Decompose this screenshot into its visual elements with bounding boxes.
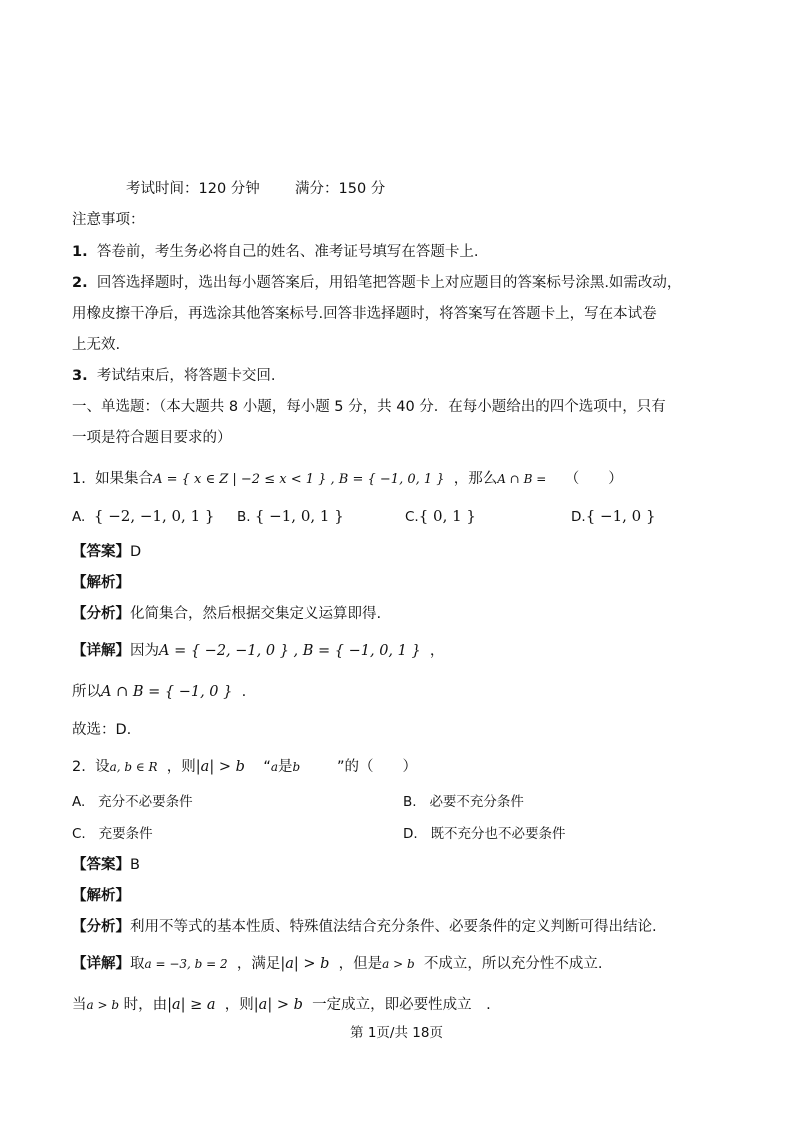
- option-value: 既不充分也不必要条件: [430, 826, 566, 842]
- notes-title: 注意事项：: [72, 212, 145, 228]
- note-3-number: 3.: [72, 368, 88, 384]
- note-2-line-2: 用橡皮擦干净后，再选涂其他答案标号.回答非选择题时，将答案写在答题卡上，写在本试卷: [72, 306, 657, 322]
- question-1-sets: A = { x ∈ Z | −2 ≤ x < 1 } , B = { −1, 0, 1 }: [153, 472, 445, 487]
- detail-math-3: a > b: [382, 957, 415, 971]
- note-1-number: 1.: [72, 244, 88, 260]
- answer-value: D: [130, 544, 142, 560]
- fenxi-text: 化简集合，然后根据交集定义运算即得.: [130, 606, 382, 622]
- option-value: { −1, 0 }: [585, 507, 656, 525]
- note-2-number: 2.: [72, 275, 88, 291]
- fenxi-tag: 【分析】: [72, 919, 130, 935]
- q1-option-a: [72, 506, 214, 527]
- necessity-text-4: 一定成立，即必要性成立 .: [312, 997, 491, 1013]
- detail-text-3: ，但是: [338, 956, 383, 972]
- page-number: 第 1页/共 18页: [350, 1025, 443, 1041]
- option-letter: B.: [403, 794, 417, 810]
- note-1-text: 答卷前，考生务必将自己的姓名、准考证号填写在答题卡上.: [96, 244, 479, 260]
- option-letter: C.: [405, 509, 419, 525]
- section-title: 一、单选题：（本大题共 8 小题，每小题 5 分，共 40 分．在每小题给出的四个选项中，只有: [72, 399, 666, 415]
- note-2-line-3: 上无效.: [72, 337, 121, 353]
- necessity-text-2: 时，由: [123, 997, 168, 1013]
- necessity-math-2: |a| ≥ a: [167, 997, 216, 1013]
- detail-math: A = { −2, −1, 0 } , B = { −1, 0, 1 }: [159, 643, 421, 659]
- q1-fenxi: [72, 604, 381, 624]
- detail-text: 因为: [130, 643, 159, 659]
- q2-option-a: [72, 792, 193, 812]
- question-2-stem: [72, 757, 417, 777]
- note-2-text: 回答选择题时，选出每小题答案后，用铅笔把答题卡上对应题目的答案标号涂黑.如需改动，: [96, 275, 682, 291]
- option-value: 必要不充分条件: [429, 794, 524, 810]
- question-2-number: 2.: [72, 759, 86, 775]
- option-letter: B.: [237, 509, 251, 525]
- note-1: [72, 242, 478, 262]
- note-3: [72, 366, 275, 386]
- question-1-expression: A ∩ B =: [497, 472, 547, 486]
- question-2-math-2: |a| > b: [195, 759, 245, 775]
- necessity-math-1: a > b: [86, 998, 120, 1012]
- detail-text: 取: [130, 956, 145, 972]
- q2-option-b: [403, 792, 524, 812]
- option-value: { −2, −1, 0, 1 }: [93, 507, 215, 525]
- section-title-line-2: 一项是符合题目要求的）: [72, 430, 232, 446]
- q2-answer: [72, 855, 140, 875]
- exam-score: 满分：150 分: [295, 181, 386, 197]
- question-2-quote: “: [263, 759, 271, 775]
- detail-text-2: ，满足: [236, 956, 281, 972]
- question-1-text: 如果集合: [95, 471, 154, 487]
- q1-option-b: [237, 506, 344, 527]
- question-1-number: 1.: [72, 471, 86, 487]
- fenxi-tag: 【分析】: [72, 606, 130, 622]
- q1-option-c: [405, 506, 476, 527]
- option-value: 充要条件: [98, 826, 153, 842]
- option-letter: C.: [72, 826, 86, 842]
- detail-tag: 【详解】: [72, 956, 130, 972]
- conclusion-math: A ∩ B = { −1, 0 }: [101, 684, 233, 700]
- question-1-stem: [72, 469, 623, 490]
- q2-analysis-tag: 【解析】: [72, 888, 130, 904]
- question-2-paren: ”的（ ）: [337, 759, 418, 775]
- option-letter: A.: [72, 509, 86, 525]
- exam-info: [126, 179, 385, 199]
- question-2-math-4: b: [292, 760, 301, 774]
- q2-necessity: [72, 995, 491, 1015]
- note-2: [72, 273, 681, 293]
- q1-analysis-tag: 【解析】: [72, 575, 130, 591]
- answer-tag: 【答案】: [72, 857, 130, 873]
- necessity-text-3: ，则: [224, 997, 254, 1013]
- question-1-paren: （ ）: [564, 471, 623, 487]
- q1-answer: [72, 542, 141, 562]
- note-3-text: 考试结束后，将答题卡交回.: [96, 368, 276, 384]
- necessity-math-3: |a| > b: [253, 997, 303, 1013]
- exam-time: 考试时间：120 分钟: [126, 181, 260, 197]
- conclusion-period: .: [241, 684, 247, 700]
- q1-detail: [72, 641, 444, 661]
- q2-fenxi: [72, 917, 657, 937]
- detail-text-2: ，: [429, 643, 445, 659]
- option-value: 充分不必要条件: [98, 794, 193, 810]
- q2-option-c: [72, 824, 153, 844]
- fenxi-text: 利用不等式的基本性质、特殊值法结合充分条件、必要条件的定义判断可得出结论.: [130, 919, 657, 935]
- option-letter: A.: [72, 794, 86, 810]
- necessity-text: 当: [72, 997, 87, 1013]
- q1-conclusion: [72, 682, 246, 702]
- detail-math-1: a = −3, b = 2: [144, 957, 228, 971]
- question-2-text: 设: [95, 759, 110, 775]
- option-letter: D.: [403, 826, 418, 842]
- q2-detail: [72, 954, 603, 974]
- option-letter: D.: [571, 509, 586, 525]
- conclusion-text: 所以: [72, 684, 101, 700]
- question-1-text-2: ，那么: [453, 471, 498, 487]
- q2-option-d: [403, 824, 566, 844]
- question-2-math-1: a, b ∈ R: [109, 760, 158, 774]
- detail-tag: 【详解】: [72, 643, 130, 659]
- q1-option-d: [571, 506, 656, 527]
- detail-math-2: |a| > b: [280, 956, 330, 972]
- question-2-text-2: ，则: [166, 759, 196, 775]
- detail-text-4: 不成立，所以充分性不成立.: [423, 956, 603, 972]
- option-value: { −1, 0, 1 }: [254, 507, 344, 525]
- q1-choose: 故选：D.: [72, 722, 132, 738]
- option-value: { 0, 1 }: [418, 507, 476, 525]
- answer-tag: 【答案】: [72, 544, 130, 560]
- question-2-is: 是: [277, 759, 293, 775]
- question-2-math-3: a: [270, 760, 278, 774]
- answer-value: B: [130, 857, 140, 873]
